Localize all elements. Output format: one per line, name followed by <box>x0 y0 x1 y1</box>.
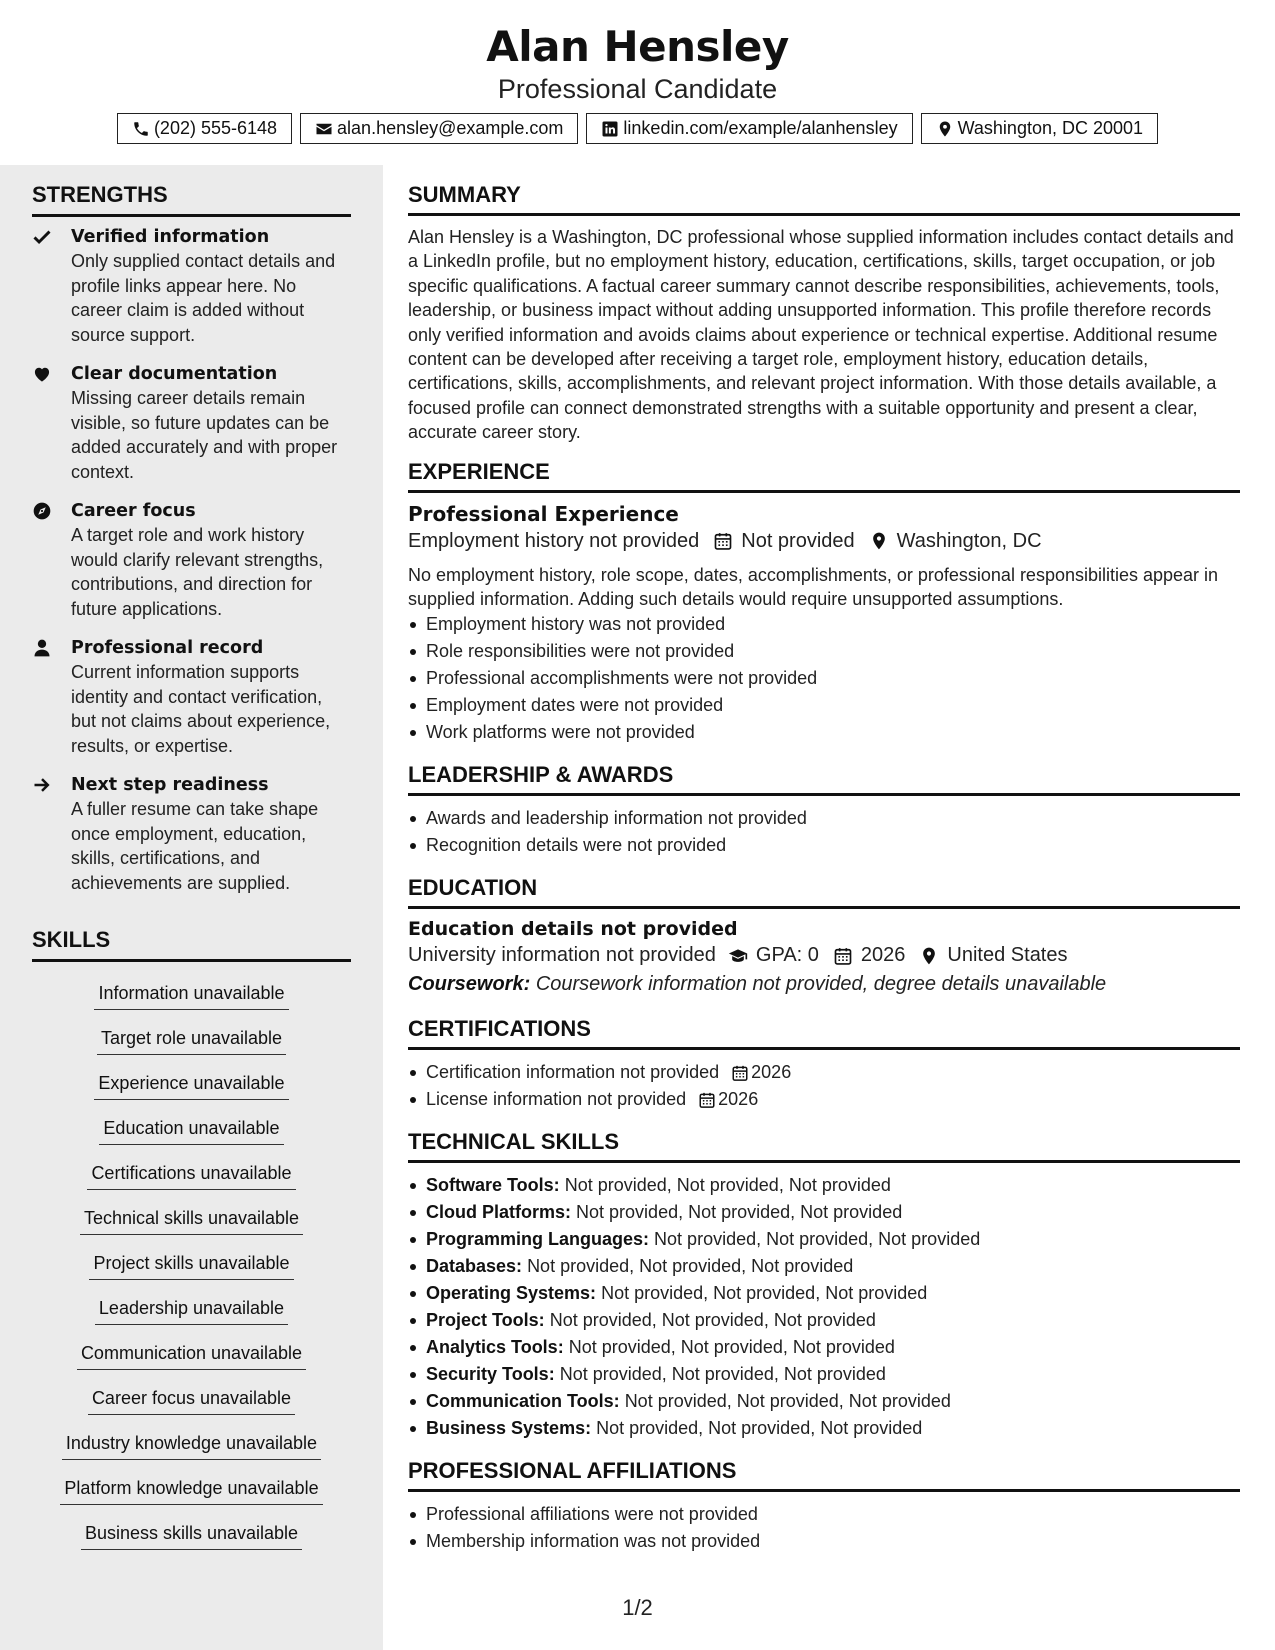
certifications-list <box>408 1059 1240 1113</box>
skill-label: Business Systems: <box>426 1418 592 1439</box>
list-item <box>408 1086 1240 1113</box>
list-item <box>408 1059 1240 1086</box>
skill-value: Not provided, Not provided, Not provided <box>559 1364 886 1385</box>
skill-tag: Project skills unavailable <box>89 1250 293 1280</box>
strength-title: Career focus <box>71 501 196 521</box>
skill-label: Security Tools: <box>426 1364 555 1385</box>
certifications-heading: CERTIFICATIONS <box>408 1016 1240 1050</box>
leadership-section <box>408 762 1240 859</box>
coursework-label: Coursework: <box>408 973 531 996</box>
skill-value: Not provided, Not provided, Not provided <box>624 1391 951 1412</box>
skill-label: Project Tools: <box>426 1310 545 1331</box>
calendar-icon <box>698 1091 716 1109</box>
skill-tag: Certifications unavailable <box>87 1160 295 1190</box>
skill-label: Programming Languages: <box>426 1229 650 1250</box>
strength-text: A fuller resume can take shape once employment, education, skills, certifications, and achievements are supplied. <box>71 799 319 893</box>
technical-skills-section <box>408 1129 1240 1442</box>
skills-heading: SKILLS <box>32 927 351 962</box>
strength-title: Clear documentation <box>71 364 278 384</box>
affiliations-heading: PROFESSIONAL AFFILIATIONS <box>408 1458 1240 1492</box>
skill-value: Not provided, Not provided, Not provided <box>654 1229 981 1250</box>
location-icon <box>869 531 889 551</box>
phone-icon <box>132 120 150 138</box>
compass-icon <box>32 501 52 521</box>
skill-tag: Business skills unavailable <box>81 1520 302 1550</box>
contact-linkedin[interactable] <box>586 113 912 144</box>
certification-text: Certification information not provided <box>426 1062 720 1083</box>
contact-email[interactable] <box>300 113 578 144</box>
calendar-icon <box>731 1064 749 1082</box>
strength-item <box>32 636 352 758</box>
list-item: Membership information was not provided <box>408 1528 1240 1555</box>
education-coursework <box>408 973 1240 996</box>
experience-meta <box>408 530 1240 553</box>
contact-location[interactable] <box>921 113 1158 144</box>
experience-dates: Not provided <box>741 529 855 552</box>
list-item <box>408 1415 1240 1442</box>
skill-tag: Information unavailable <box>94 980 288 1010</box>
leadership-heading: LEADERSHIP & AWARDS <box>408 762 1240 796</box>
skill-value: Not provided, Not provided, Not provided <box>568 1337 895 1358</box>
contact-email-text: alan.hensley@example.com <box>337 118 564 138</box>
experience-heading: EXPERIENCE <box>408 459 1240 493</box>
education-heading: EDUCATION <box>408 875 1240 909</box>
sidebar <box>0 165 383 1650</box>
skill-tag: Industry knowledge unavailable <box>62 1430 321 1460</box>
education-school: University information not provided <box>408 944 716 967</box>
graduation-cap-icon <box>728 946 748 966</box>
page-number: 1/2 <box>622 1595 653 1620</box>
strength-item <box>32 225 352 347</box>
email-icon <box>315 120 333 138</box>
skills-list <box>32 980 351 1565</box>
list-item <box>408 1334 1240 1361</box>
list-item: Recognition details were not provided <box>408 832 1240 859</box>
user-icon <box>32 638 52 658</box>
skill-label: Databases: <box>426 1256 523 1277</box>
candidate-subtitle: Professional Candidate <box>497 74 778 104</box>
list-item: Role responsibilities were not provided <box>408 638 1240 665</box>
skill-label: Operating Systems: <box>426 1283 597 1304</box>
experience-location: Washington, DC <box>896 529 1042 552</box>
list-item: Professional accomplishments were not provided <box>408 665 1240 692</box>
affiliations-list <box>408 1501 1240 1555</box>
skill-tag: Platform knowledge unavailable <box>60 1475 322 1505</box>
calendar-icon <box>713 531 733 551</box>
experience-role: Professional Experience <box>408 501 679 526</box>
strength-title: Professional record <box>71 638 264 658</box>
strength-item <box>32 499 352 621</box>
skill-value: Not provided, Not provided, Not provided <box>596 1418 923 1439</box>
education-location: United States <box>947 944 1068 967</box>
skill-value: Not provided, Not provided, Not provided <box>601 1283 928 1304</box>
affiliations-section <box>408 1458 1240 1555</box>
strength-title: Verified information <box>71 227 270 247</box>
strengths-heading: STRENGTHS <box>32 182 351 217</box>
skill-tag: Communication unavailable <box>77 1340 306 1370</box>
strength-text: Only supplied contact details and profile links appear here. No career claim is added without source support. <box>71 251 336 345</box>
education-year: 2026 <box>860 944 906 967</box>
summary-text: Alan Hensley is a Washington, DC professional whose supplied information includes contact details and a LinkedIn profile, but no employment history, education, certifications, skills, target occupation, or job specific qualifications. A factual career summary cannot describe responsibilities, achievements, tools, leadership, or business impact without adding unsupported information. This profile therefore records only verified information and avoids claims about experience or technical expertise. Additional resume content can be developed after receiving a target role, employment history, education details, certifications, skills, accomplishments, and relevant project information. With those details available, a focused profile can connect demonstrated strengths with a suitable opportunity and present a clear, accurate career story. <box>408 227 1234 443</box>
linkedin-icon <box>601 120 619 138</box>
list-item <box>408 1388 1240 1415</box>
strength-text: A target role and work history would clarify relevant strengths, contributions, and direction for future applications. <box>71 525 324 619</box>
skill-tag: Experience unavailable <box>94 1070 288 1100</box>
leadership-bullets <box>408 805 1240 859</box>
list-item: Awards and leadership information not provided <box>408 805 1240 832</box>
skill-label: Analytics Tools: <box>426 1337 564 1358</box>
heart-icon <box>32 364 52 384</box>
education-degree: Education details not provided <box>408 918 738 941</box>
skill-value: Not provided, Not provided, Not provided <box>527 1256 854 1277</box>
contact-bar <box>0 113 1275 144</box>
list-item: Employment dates were not provided <box>408 692 1240 719</box>
skill-value: Not provided, Not provided, Not provided <box>549 1310 876 1331</box>
coursework-text: Coursework information not provided, degree details unavailable <box>535 973 1107 996</box>
technical-skills-list <box>408 1172 1240 1442</box>
list-item <box>408 1226 1240 1253</box>
contact-phone[interactable] <box>117 113 292 144</box>
list-item <box>408 1307 1240 1334</box>
contact-phone-text: (202) 555-6148 <box>153 118 278 138</box>
arrow-right-icon <box>32 775 52 795</box>
summary-section <box>408 182 1240 445</box>
list-item: Professional affiliations were not provided <box>408 1501 1240 1528</box>
summary-heading: SUMMARY <box>408 182 1240 216</box>
certifications-section <box>408 1016 1240 1113</box>
strength-text: Current information supports identity and contact verification, but not claims about experience, results, or expertise. <box>71 662 331 756</box>
main-content <box>408 165 1240 1555</box>
skill-label: Communication Tools: <box>426 1391 620 1412</box>
skill-label: Software Tools: <box>426 1175 560 1196</box>
calendar-icon <box>833 946 853 966</box>
list-item <box>408 1199 1240 1226</box>
education-section <box>408 875 1240 996</box>
list-item <box>408 1280 1240 1307</box>
location-icon <box>936 120 954 138</box>
certification-year: 2026 <box>751 1062 792 1083</box>
skill-tag: Target role unavailable <box>97 1025 286 1055</box>
check-icon <box>32 227 52 247</box>
certification-text: License information not provided <box>426 1089 687 1110</box>
strength-title: Next step readiness <box>71 775 269 795</box>
candidate-name: Alan Hensley <box>486 22 789 71</box>
skill-tag: Leadership unavailable <box>95 1295 288 1325</box>
experience-section <box>408 459 1240 747</box>
skill-label: Cloud Platforms: <box>426 1202 572 1223</box>
contact-linkedin-text: linkedin.com/example/alanhensley <box>623 118 898 138</box>
list-item: Employment history was not provided <box>408 611 1240 638</box>
list-item <box>408 1172 1240 1199</box>
resume-header <box>0 0 1275 165</box>
strength-text: Missing career details remain visible, so future updates can be added accurately and with proper context. <box>71 388 338 482</box>
location-icon <box>919 946 939 966</box>
list-item <box>408 1253 1240 1280</box>
strength-item <box>32 773 352 895</box>
skill-tag: Career focus unavailable <box>88 1385 295 1415</box>
contact-location-text: Washington, DC 20001 <box>957 118 1144 138</box>
technical-skills-heading: TECHNICAL SKILLS <box>408 1129 1240 1163</box>
experience-bullets <box>408 611 1240 746</box>
skill-value: Not provided, Not provided, Not provided <box>576 1202 903 1223</box>
experience-employer: Employment history not provided <box>408 529 700 552</box>
list-item: Work platforms were not provided <box>408 719 1240 746</box>
list-item <box>408 1361 1240 1388</box>
strengths-list <box>32 225 352 910</box>
skill-tag: Education unavailable <box>99 1115 283 1145</box>
skill-tag: Technical skills unavailable <box>80 1205 303 1235</box>
certification-year: 2026 <box>718 1089 759 1110</box>
strength-item <box>32 362 352 484</box>
education-meta <box>408 944 1240 967</box>
education-gpa: GPA: 0 <box>755 944 819 967</box>
experience-description: No employment history, role scope, dates, accomplishments, or professional responsibilities appear in supplied information. Adding such details would require unsupported assumptions. <box>408 564 1219 610</box>
skill-value: Not provided, Not provided, Not provided <box>564 1175 891 1196</box>
